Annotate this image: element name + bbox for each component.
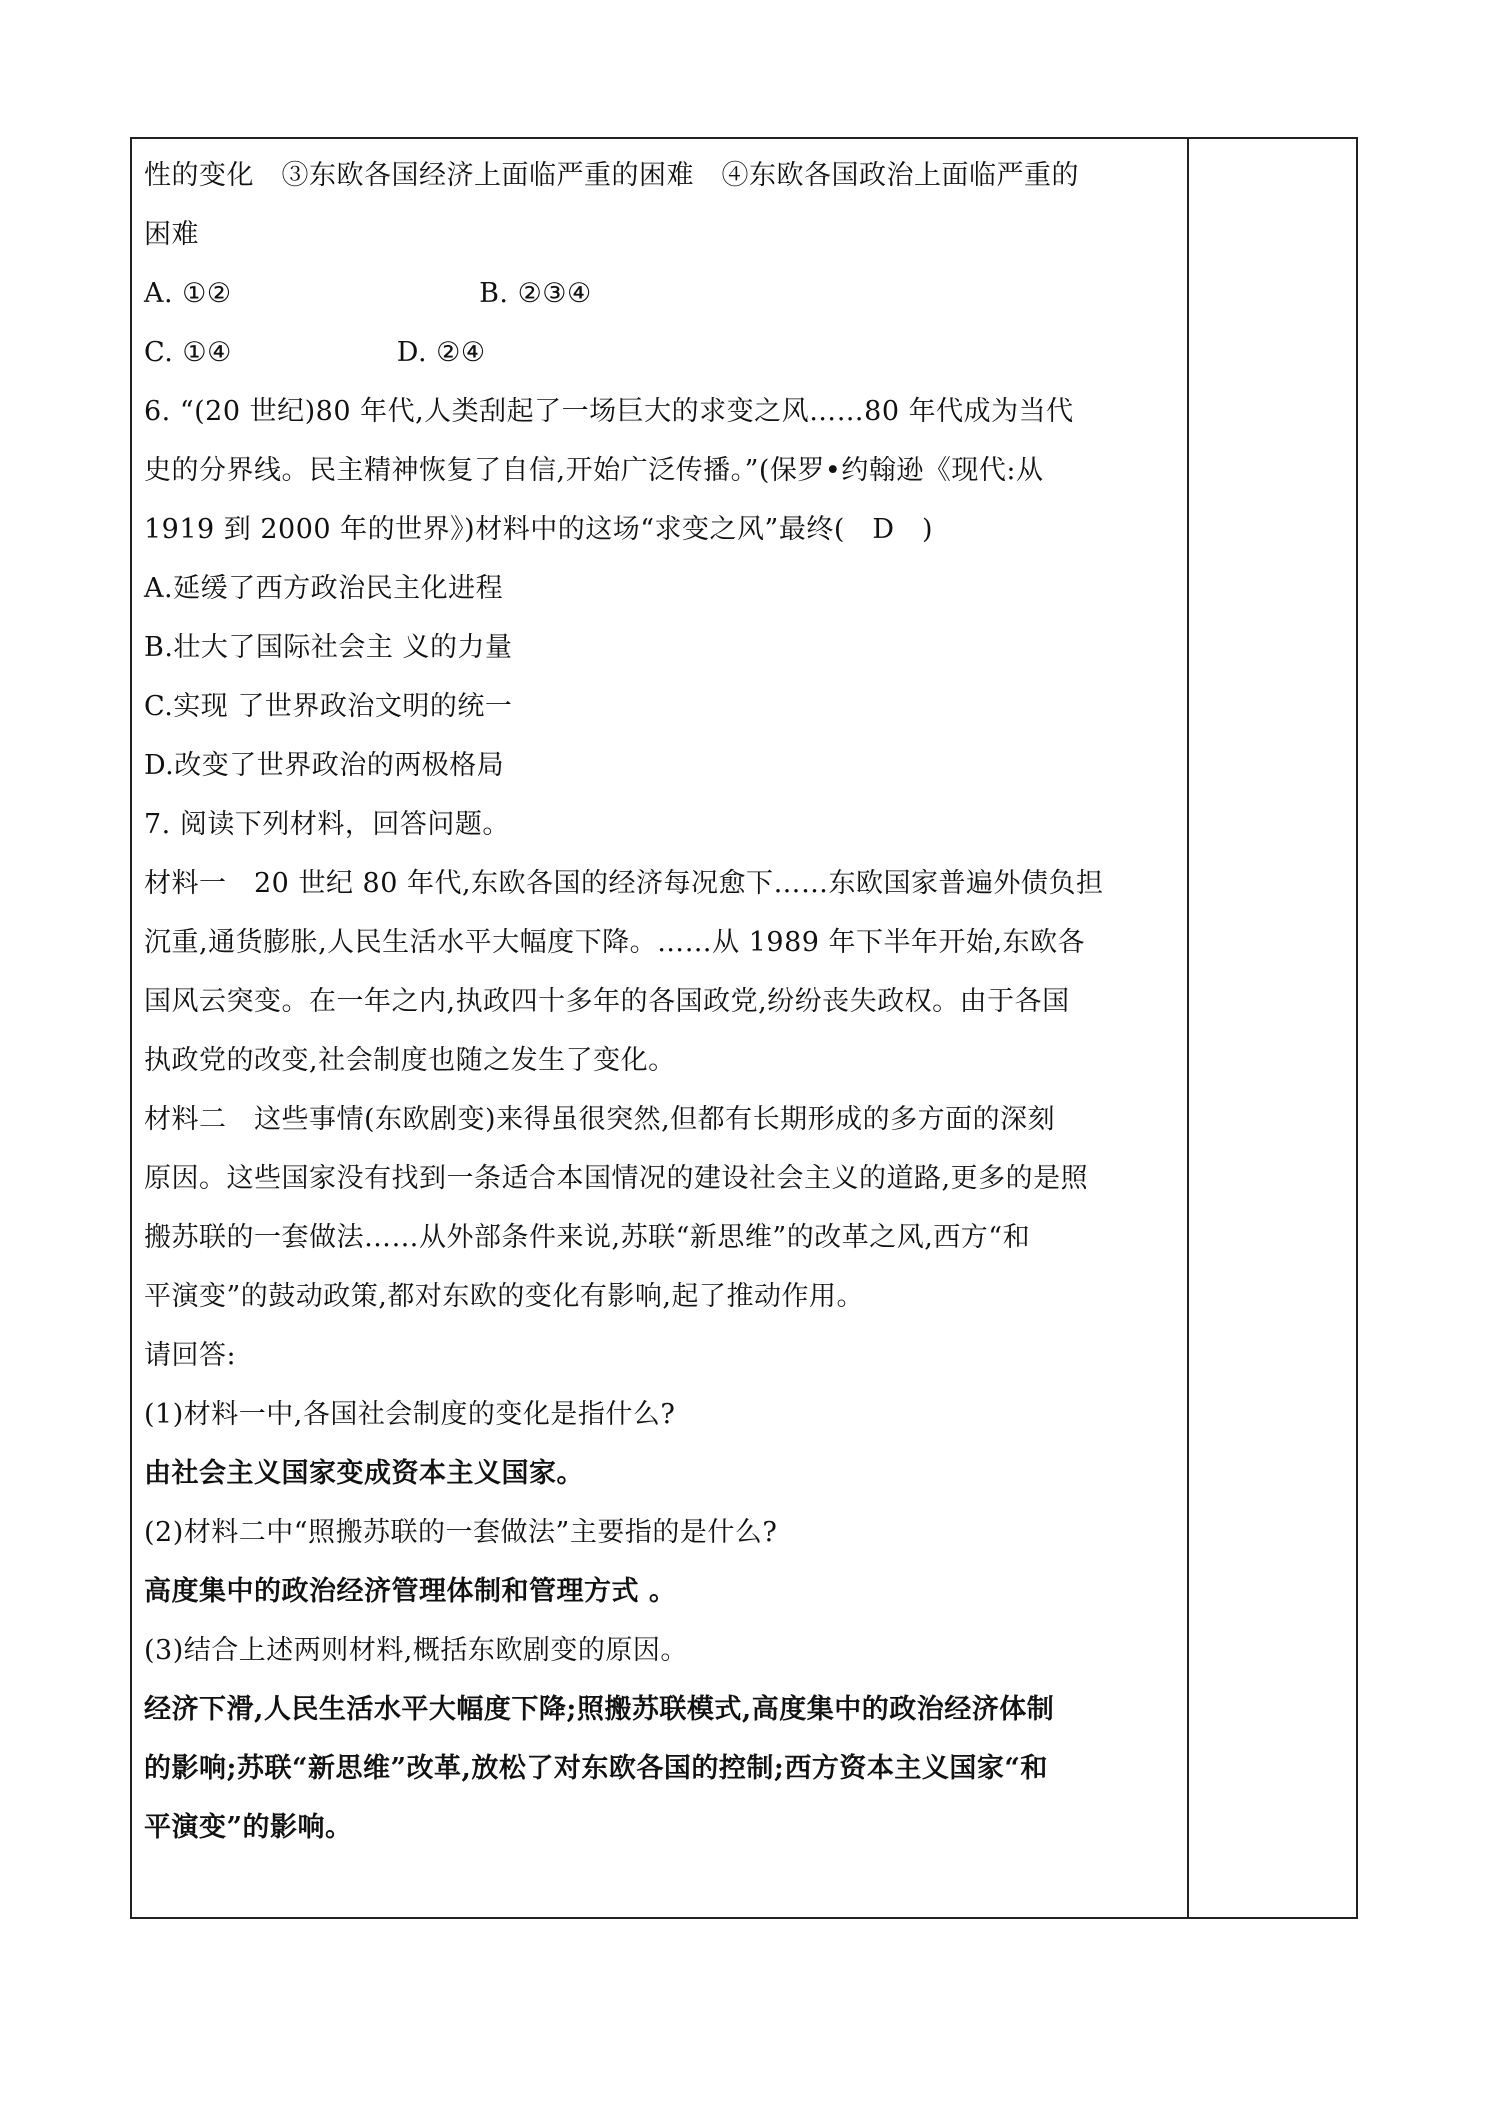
option-b: B.壮大了国际社会主 义的力量 [144,632,513,663]
material-two-line: 平演变”的鼓动政策,都对东欧的变化有影响,起了推动作用。 [144,1281,864,1312]
option-line: A. ①② B. ②③④ [144,278,592,309]
material-one-line: 国风云突变。在一年之内,执政四十多年的各国政党,纷纷丧失政权。由于各国 [144,986,1070,1017]
option-d: D.改变了世界政治的两极格局 [144,750,505,781]
option-a: A.延缓了西方政治民主化进程 [144,573,504,604]
table-column-divider [1187,137,1189,1919]
material-one-line: 执政党的改变,社会制度也随之发生了变化。 [144,1045,676,1076]
material-two-line: 材料二 这些事情(东欧剧变)来得虽很突然,但都有长期形成的多方面的深刻 [144,1104,1056,1135]
material-two-line: 搬苏联的一套做法……从外部条件来说,苏联“新思维”的改革之风,西方“和 [144,1222,1031,1253]
sub-question-2: (2)材料二中“照搬苏联的一套做法”主要指的是什么? [144,1517,778,1548]
question-6-line: 6. “(20 世纪)80 年代,人类刮起了一场巨大的求变之风……80 年代成为当代 [144,396,1074,427]
text-line: 性的变化 ③东欧各国经济上面临严重的困难 ④东欧各国政治上面临严重的 [144,160,1079,191]
sub-question-1: (1)材料一中,各国社会制度的变化是指什么? [144,1399,676,1430]
answer-3-line: 平演变”的影响。 [144,1812,353,1843]
prompt-line: 请回答: [144,1340,237,1371]
option-c: C.实现 了世界政治文明的统一 [144,691,513,722]
option-line: C. ①④ D. ②④ [144,337,486,368]
answer-3-line: 的影响;苏联“新思维”改革,放松了对东欧各国的控制;西方资本主义国家“和 [144,1753,1048,1784]
answer-3-line: 经济下滑,人民生活水平大幅度下降;照搬苏联模式,高度集中的政治经济体制 [144,1694,1055,1725]
question-text-block [144,146,1174,1857]
text-line: 困难 [144,219,199,250]
question-6-line: 1919 到 2000 年的世界》)材料中的这场“求变之风”最终( D ) [144,514,934,545]
material-two-line: 原因。这些国家没有找到一条适合本国情况的建设社会主义的道路,更多的是照 [144,1163,1089,1194]
material-one-line: 材料一 20 世纪 80 年代,东欧各国的经济每况愈下……东欧国家普遍外债负担 [144,868,1104,899]
answer-1: 由社会主义国家变成资本主义国家。 [144,1458,584,1489]
sub-question-3: (3)结合上述两则材料,概括东欧剧变的原因。 [144,1635,688,1666]
question-6-line: 史的分界线。民主精神恢复了自信,开始广泛传播。”(保罗•约翰逊《现代:从 [144,455,1044,486]
question-7-title: 7. 阅读下列材料，回答问题。 [144,809,510,840]
material-one-line: 沉重,通货膨胀,人民生活水平大幅度下降。……从 1989 年下半年开始,东欧各 [144,927,1086,958]
answer-2: 高度集中的政治经济管理体制和管理方式 。 [144,1576,677,1607]
